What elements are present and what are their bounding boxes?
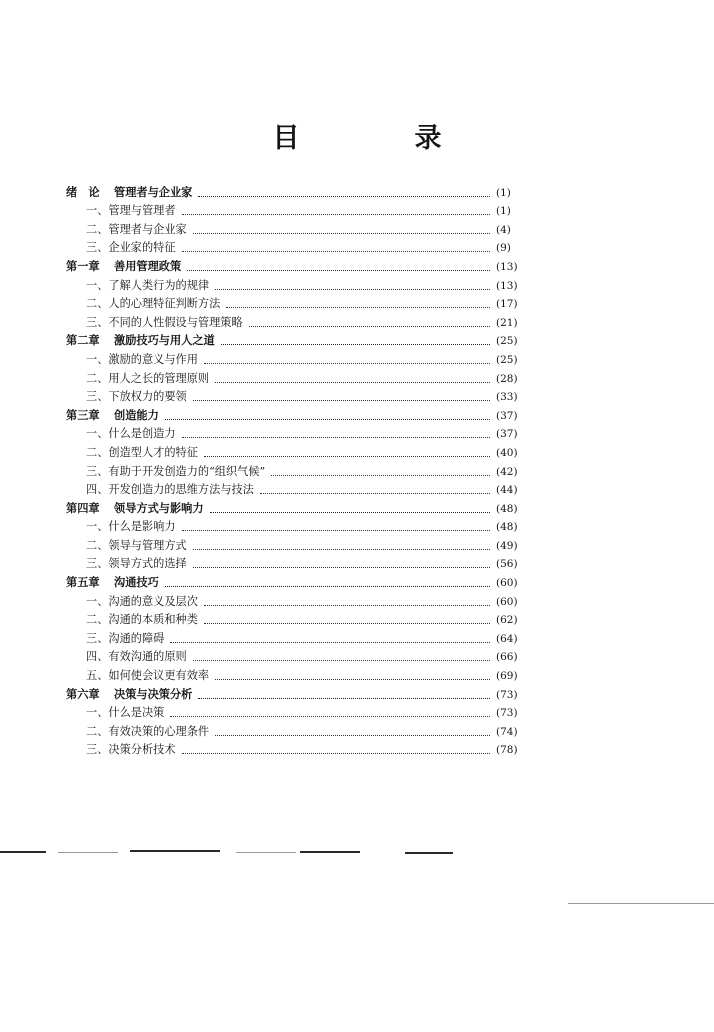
dot-leader [193,549,490,550]
chapter-number: 第五章 [66,576,100,590]
toc-section-entry [0,739,714,758]
section-number: 三、 [86,631,109,645]
chapter-number: 第二章 [66,334,100,348]
page-number: (78) [496,744,518,757]
section-title: 管理者与企业家 [108,222,187,236]
section-title: 人的心理特征判断方法 [108,297,221,311]
chapter-number: 第四章 [66,501,100,515]
scan-artifact-line [130,850,220,852]
dot-leader [204,456,490,457]
dot-leader [198,698,490,699]
dot-leader [182,214,490,215]
toc-section-entry [0,627,714,646]
section-number: 一、 [86,520,109,534]
scan-artifact-line [58,852,118,853]
dot-leader [170,642,490,643]
section-number: 三、 [86,315,109,329]
dot-leader [193,567,490,568]
section-title: 有效决策的心理条件 [108,724,210,738]
page-number: (25) [496,335,518,348]
dot-leader [182,753,490,754]
toc-section-entry [0,423,714,442]
chapter-title: 激励技巧与用人之道 [114,334,215,348]
dot-leader [260,493,490,494]
section-title: 决策分析技术 [108,743,176,757]
section-number: 三、 [86,241,109,255]
page-number: (33) [496,391,518,404]
section-number: 一、 [86,278,109,292]
toc-section-entry [0,609,714,628]
page-number: (73) [496,688,518,701]
page-number: (37) [496,409,518,422]
toc-section-entry [0,441,714,460]
toc-chapter-entry [0,181,714,200]
page-title: 目 录 [272,123,486,154]
scan-artifact-line [236,852,296,853]
dot-leader [187,270,490,271]
dot-leader [221,344,490,345]
dot-leader [165,419,490,420]
section-title: 开发创造力的思维方法与技法 [108,483,254,497]
dot-leader [210,512,490,513]
section-title: 有助于开发创造力的“组织气候” [108,464,266,478]
toc-section-entry [0,237,714,256]
chapter-number: 绪 论 [66,185,100,199]
chapter-title: 管理者与企业家 [114,185,193,199]
page-number: (17) [496,298,518,311]
page-number: (74) [496,725,518,738]
toc-chapter-entry [0,497,714,516]
toc-section-entry [0,553,714,572]
section-number: 五、 [86,669,109,683]
toc-chapter-entry [0,683,714,702]
scan-artifact-line [568,903,714,904]
page-number: (21) [496,316,518,329]
toc-section-entry [0,590,714,609]
dot-leader [193,233,490,234]
dot-leader [249,326,490,327]
dot-leader [204,605,490,606]
section-number: 二、 [86,371,109,385]
toc-chapter-entry [0,255,714,274]
section-number: 三、 [86,743,109,757]
dot-leader [215,735,490,736]
section-title: 领导与管理方式 [108,538,187,552]
section-number: 一、 [86,352,109,366]
dot-leader [204,623,490,624]
toc-section-entry [0,311,714,330]
dot-leader [193,400,490,401]
section-title: 什么是创造力 [108,427,176,441]
page-number: (28) [496,372,518,385]
toc-section-entry [0,534,714,553]
toc-section-entry [0,367,714,386]
dot-leader [215,289,490,290]
toc-section-entry [0,348,714,367]
section-number: 一、 [86,706,109,720]
dot-leader [215,382,490,383]
page-number: (42) [496,465,518,478]
section-title: 沟通的意义及层次 [108,594,198,608]
page-number: (60) [496,595,518,608]
section-number: 二、 [86,538,109,552]
section-title: 什么是影响力 [108,520,176,534]
page-number: (13) [496,279,518,292]
chapter-title: 决策与决策分析 [114,687,193,701]
page-number: (64) [496,632,518,645]
section-title: 下放权力的要领 [108,390,187,404]
page-number: (44) [496,484,518,497]
section-title: 领导方式的选择 [108,557,187,571]
toc-section-entry [0,479,714,498]
section-title: 用人之长的管理原则 [108,371,210,385]
toc-section-entry [0,460,714,479]
toc-section-entry [0,200,714,219]
page-number: (13) [496,260,518,273]
dot-leader [226,307,490,308]
dot-leader [182,437,490,438]
toc-chapter-entry [0,571,714,590]
page-number: (48) [496,502,518,515]
chapter-title: 沟通技巧 [114,576,159,590]
dot-leader [271,475,490,476]
section-title: 沟通的障碍 [108,631,165,645]
page-number: (1) [496,205,511,218]
toc-chapter-entry [0,330,714,349]
page-number: (62) [496,614,518,627]
page-number: (66) [496,651,518,664]
toc-section-entry [0,293,714,312]
toc-section-entry [0,646,714,665]
section-number: 二、 [86,613,109,627]
page-number: (1) [496,186,511,199]
section-title: 不同的人性假设与管理策略 [108,315,243,329]
section-title: 如何使会议更有效率 [108,669,210,683]
section-title: 沟通的本质和种类 [108,613,198,627]
toc-section-entry [0,664,714,683]
section-number: 二、 [86,445,109,459]
toc-section-entry [0,386,714,405]
page-number: (60) [496,577,518,590]
section-number: 一、 [86,594,109,608]
page-number: (48) [496,521,518,534]
toc-section-entry [0,218,714,237]
dot-leader [193,660,490,661]
section-title: 管理与管理者 [108,204,176,218]
chapter-number: 第三章 [66,408,100,422]
toc-section-entry [0,274,714,293]
section-title: 企业家的特征 [108,241,176,255]
dot-leader [215,679,490,680]
section-number: 一、 [86,427,109,441]
page-number: (9) [496,242,511,255]
chapter-number: 第六章 [66,687,100,701]
dot-leader [198,196,490,197]
section-number: 三、 [86,557,109,571]
section-number: 四、 [86,483,109,497]
section-title: 创造型人才的特征 [108,445,198,459]
section-number: 二、 [86,222,109,236]
page-number: (56) [496,558,518,571]
dot-leader [170,716,490,717]
section-number: 四、 [86,650,109,664]
dot-leader [204,363,490,364]
section-number: 二、 [86,297,109,311]
page-number: (73) [496,707,518,720]
section-title: 什么是决策 [108,706,165,720]
scan-artifact-line [0,851,46,853]
toc-chapter-entry [0,404,714,423]
page-number: (4) [496,223,511,236]
chapter-number: 第一章 [66,259,100,273]
toc-section-entry [0,702,714,721]
chapter-title: 领导方式与影响力 [114,501,204,515]
page-number: (69) [496,670,518,683]
section-title: 激励的意义与作用 [108,352,198,366]
page-number: (40) [496,446,518,459]
section-number: 三、 [86,390,109,404]
page-number: (37) [496,428,518,441]
section-number: 一、 [86,204,109,218]
section-title: 有效沟通的原则 [108,650,187,664]
section-number: 三、 [86,464,109,478]
dot-leader [165,586,490,587]
page-number: (49) [496,539,518,552]
page-number: (25) [496,353,518,366]
chapter-title: 创造能力 [114,408,159,422]
section-number: 二、 [86,724,109,738]
scan-artifact-line [300,851,360,853]
chapter-title: 善用管理政策 [114,259,182,273]
dot-leader [182,530,490,531]
table-of-contents [0,181,714,757]
scan-artifact-line [405,852,453,854]
toc-section-entry [0,516,714,535]
toc-section-entry [0,720,714,739]
dot-leader [182,251,490,252]
section-title: 了解人类行为的规律 [108,278,210,292]
